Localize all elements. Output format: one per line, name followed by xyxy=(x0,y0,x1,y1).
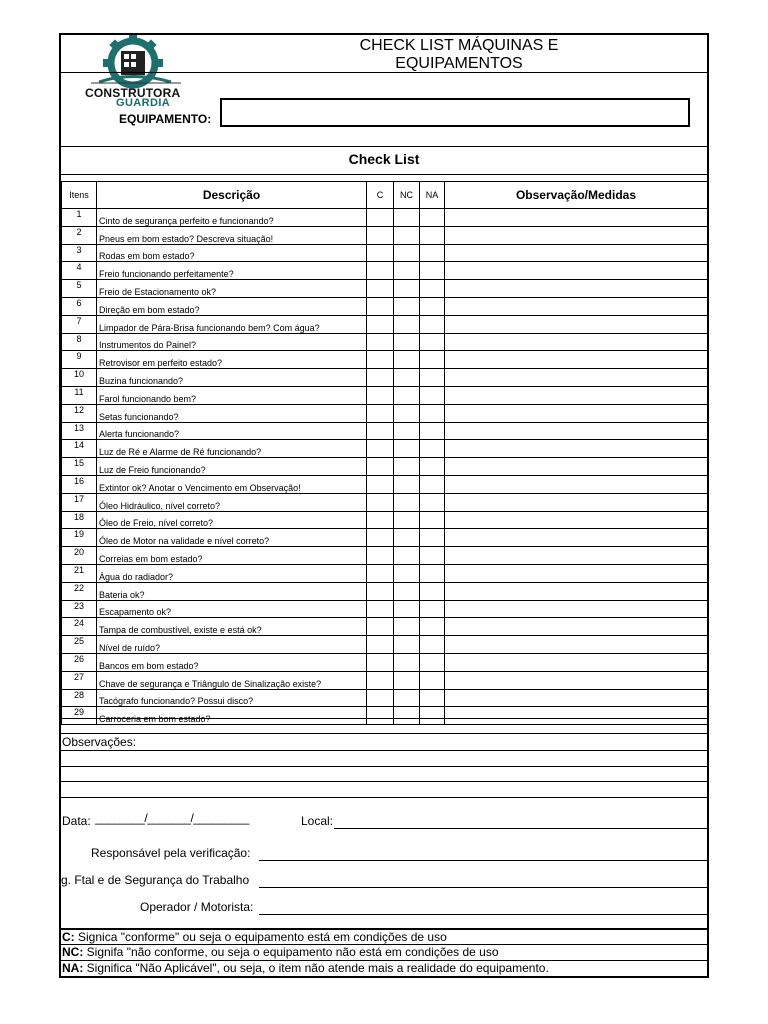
equipment-label: EQUIPAMENTO: xyxy=(119,112,212,126)
item-number: 8 xyxy=(62,333,97,351)
check-c-cell[interactable] xyxy=(367,440,394,458)
safety-tech-field[interactable] xyxy=(259,887,707,888)
check-c-cell[interactable] xyxy=(367,226,394,244)
check-c-cell[interactable] xyxy=(367,369,394,387)
observation-cell[interactable] xyxy=(445,529,708,547)
check-na-cell[interactable] xyxy=(420,404,445,422)
table-row xyxy=(62,404,708,422)
check-na-cell[interactable] xyxy=(420,671,445,689)
form-title-line1: CHECK LIST MÁQUINAS E xyxy=(359,37,559,54)
legend-nc-text: Signifa "não conforme, ou seja o equipamento não está em condições de uso xyxy=(83,945,499,959)
check-nc-cell[interactable] xyxy=(394,636,420,654)
check-nc-cell[interactable] xyxy=(394,475,420,493)
item-number: 15 xyxy=(62,458,97,476)
legend-nc-code: NC: xyxy=(62,945,84,959)
local-field[interactable] xyxy=(334,828,707,829)
responsible-label: Responsável pela verificação: xyxy=(91,846,251,860)
table-row xyxy=(62,440,708,458)
check-na-cell[interactable] xyxy=(420,333,445,351)
observation-cell[interactable] xyxy=(445,493,708,511)
item-number: 4 xyxy=(62,262,97,280)
check-nc-cell[interactable] xyxy=(394,582,420,600)
table-row xyxy=(62,671,708,689)
check-na-cell[interactable] xyxy=(420,636,445,654)
observation-cell[interactable] xyxy=(445,333,708,351)
date-field[interactable]: ________/_______/_________ xyxy=(95,811,249,825)
check-c-cell[interactable] xyxy=(367,600,394,618)
observation-cell[interactable] xyxy=(445,653,708,671)
item-number: 2 xyxy=(62,226,97,244)
check-na-cell[interactable] xyxy=(420,209,445,227)
check-c-cell[interactable] xyxy=(367,529,394,547)
observation-cell[interactable] xyxy=(445,636,708,654)
item-description: Bancos em bom estado? xyxy=(97,653,367,671)
observation-cell[interactable] xyxy=(445,707,708,725)
legend-c-code: C: xyxy=(62,930,75,944)
observation-cell[interactable] xyxy=(445,386,708,404)
item-number: 17 xyxy=(62,493,97,511)
check-na-cell[interactable] xyxy=(420,618,445,636)
item-description: Extintor ok? Anotar o Vencimento em Observação! xyxy=(97,475,367,493)
item-description: Setas funcionando? xyxy=(97,404,367,422)
item-description: Limpador de Pára-Brisa funcionando bem? Com água? xyxy=(97,315,367,333)
check-nc-cell[interactable] xyxy=(394,671,420,689)
check-nc-cell[interactable] xyxy=(394,209,420,227)
item-description: Freio funcionando perfeitamente? xyxy=(97,262,367,280)
item-description: Bateria ok? xyxy=(97,582,367,600)
check-c-cell[interactable] xyxy=(367,475,394,493)
table-row xyxy=(62,564,708,582)
check-nc-cell[interactable] xyxy=(394,333,420,351)
item-description: Nível de ruído? xyxy=(97,636,367,654)
item-description: Carroceria em bom estado? xyxy=(97,707,367,725)
observation-cell[interactable] xyxy=(445,511,708,529)
check-c-cell[interactable] xyxy=(367,636,394,654)
form-title-line2: EQUIPAMENTOS xyxy=(395,55,523,72)
table-row xyxy=(62,653,708,671)
item-number: 25 xyxy=(62,636,97,654)
item-number: 20 xyxy=(62,547,97,565)
observations-label: Observações: xyxy=(62,735,137,749)
check-nc-cell[interactable] xyxy=(394,689,420,707)
check-c-cell[interactable] xyxy=(367,333,394,351)
legend-nc xyxy=(61,945,707,959)
table-row xyxy=(62,333,708,351)
check-nc-cell[interactable] xyxy=(394,547,420,565)
item-number: 24 xyxy=(62,618,97,636)
check-nc-cell[interactable] xyxy=(394,422,420,440)
operator-field[interactable] xyxy=(259,914,707,915)
item-description: Escapamento ok? xyxy=(97,600,367,618)
check-c-cell[interactable] xyxy=(367,351,394,369)
item-description: Chave de segurança e Triângulo de Sinalização existe? xyxy=(97,671,367,689)
check-c-cell[interactable] xyxy=(367,386,394,404)
table-row xyxy=(62,529,708,547)
check-na-cell[interactable] xyxy=(420,280,445,298)
check-c-cell[interactable] xyxy=(367,582,394,600)
item-number: 9 xyxy=(62,351,97,369)
safety-tech-label: g. Ftal e de Segurança do Trabalho xyxy=(61,873,250,887)
col-items: Itens xyxy=(62,182,97,209)
observation-cell[interactable] xyxy=(445,262,708,280)
table-row xyxy=(62,707,708,725)
item-number: 21 xyxy=(62,564,97,582)
checklist-form xyxy=(59,33,709,978)
table-row xyxy=(62,547,708,565)
table-row xyxy=(62,600,708,618)
table-row xyxy=(62,297,708,315)
item-number: 7 xyxy=(62,315,97,333)
item-description: Instrumentos do Painel? xyxy=(97,333,367,351)
check-c-cell[interactable] xyxy=(367,244,394,262)
legend-na xyxy=(61,961,707,975)
item-number: 19 xyxy=(62,529,97,547)
item-number: 1 xyxy=(62,209,97,227)
check-na-cell[interactable] xyxy=(420,689,445,707)
check-na-cell[interactable] xyxy=(420,386,445,404)
check-nc-cell[interactable] xyxy=(394,369,420,387)
check-na-cell[interactable] xyxy=(420,547,445,565)
table-row xyxy=(62,369,708,387)
table-row xyxy=(62,636,708,654)
check-c-cell[interactable] xyxy=(367,689,394,707)
table-header-row xyxy=(62,182,708,209)
observation-cell[interactable] xyxy=(445,297,708,315)
check-c-cell[interactable] xyxy=(367,707,394,725)
item-number: 10 xyxy=(62,369,97,387)
checklist-table xyxy=(61,181,708,725)
table-row xyxy=(62,689,708,707)
observation-cell[interactable] xyxy=(445,244,708,262)
table-row xyxy=(62,315,708,333)
check-na-cell[interactable] xyxy=(420,297,445,315)
check-nc-cell[interactable] xyxy=(394,653,420,671)
item-description: Freio de Estacionamento ok? xyxy=(97,280,367,298)
date-label: Data: xyxy=(62,814,91,828)
observation-cell[interactable] xyxy=(445,547,708,565)
item-number: 5 xyxy=(62,280,97,298)
item-number: 3 xyxy=(62,244,97,262)
observation-cell[interactable] xyxy=(445,600,708,618)
check-nc-cell[interactable] xyxy=(394,226,420,244)
check-c-cell[interactable] xyxy=(367,262,394,280)
item-description: Farol funcionando bem? xyxy=(97,386,367,404)
logo-text-guardia: GUARDIA xyxy=(116,97,171,109)
check-nc-cell[interactable] xyxy=(394,315,420,333)
table-row xyxy=(62,280,708,298)
check-c-cell[interactable] xyxy=(367,315,394,333)
check-na-cell[interactable] xyxy=(420,475,445,493)
check-na-cell[interactable] xyxy=(420,262,445,280)
check-nc-cell[interactable] xyxy=(394,618,420,636)
col-c: C xyxy=(367,182,394,209)
observation-cell[interactable] xyxy=(445,440,708,458)
item-number: 12 xyxy=(62,404,97,422)
table-row xyxy=(62,458,708,476)
col-description: Descrição xyxy=(97,182,367,209)
check-na-cell[interactable] xyxy=(420,226,445,244)
item-number: 11 xyxy=(62,386,97,404)
check-na-cell[interactable] xyxy=(420,369,445,387)
check-na-cell[interactable] xyxy=(420,564,445,582)
item-description: Correias em bom estado? xyxy=(97,547,367,565)
legend-na-code: NA: xyxy=(62,961,84,975)
item-number: 16 xyxy=(62,475,97,493)
check-nc-cell[interactable] xyxy=(394,600,420,618)
item-description: Alerta funcionando? xyxy=(97,422,367,440)
check-nc-cell[interactable] xyxy=(394,564,420,582)
check-na-cell[interactable] xyxy=(420,582,445,600)
table-row xyxy=(62,226,708,244)
logo-text-construtora: CONSTRUTORA xyxy=(85,86,181,100)
item-description: Direção em bom estado? xyxy=(97,297,367,315)
observation-cell[interactable] xyxy=(445,458,708,476)
check-c-cell[interactable] xyxy=(367,547,394,565)
check-nc-cell[interactable] xyxy=(394,297,420,315)
col-na: NA xyxy=(420,182,445,209)
observation-cell[interactable] xyxy=(445,280,708,298)
legend-c xyxy=(61,930,707,944)
item-number: 6 xyxy=(62,297,97,315)
check-na-cell[interactable] xyxy=(420,315,445,333)
item-number: 14 xyxy=(62,440,97,458)
observation-cell[interactable] xyxy=(445,404,708,422)
check-c-cell[interactable] xyxy=(367,493,394,511)
item-description: Óleo Hidráulico, nível correto? xyxy=(97,493,367,511)
item-description: Luz de Freio funcionando? xyxy=(97,458,367,476)
observation-cell[interactable] xyxy=(445,475,708,493)
check-nc-cell[interactable] xyxy=(394,262,420,280)
table-row xyxy=(62,244,708,262)
check-nc-cell[interactable] xyxy=(394,529,420,547)
item-description: Tampa de combustível, existe e está ok? xyxy=(97,618,367,636)
check-na-cell[interactable] xyxy=(420,707,445,725)
table-row xyxy=(62,493,708,511)
check-nc-cell[interactable] xyxy=(394,244,420,262)
observation-cell[interactable] xyxy=(445,351,708,369)
equipment-field[interactable] xyxy=(220,98,690,127)
check-na-cell[interactable] xyxy=(420,529,445,547)
operator-label: Operador / Motorista: xyxy=(140,900,254,914)
item-description: Retrovisor em perfeito estado? xyxy=(97,351,367,369)
item-description: Pneus em bom estado? Descreva situação! xyxy=(97,226,367,244)
observation-cell[interactable] xyxy=(445,226,708,244)
form-title xyxy=(211,37,707,73)
check-na-cell[interactable] xyxy=(420,600,445,618)
check-na-cell[interactable] xyxy=(420,422,445,440)
item-description: Água do radiador? xyxy=(97,564,367,582)
observation-cell[interactable] xyxy=(445,422,708,440)
observation-cell[interactable] xyxy=(445,671,708,689)
item-description: Tacógrafo funcionando? Possui disco? xyxy=(97,689,367,707)
table-row xyxy=(62,209,708,227)
table-row xyxy=(62,351,708,369)
observation-cell[interactable] xyxy=(445,618,708,636)
check-c-cell[interactable] xyxy=(367,511,394,529)
check-na-cell[interactable] xyxy=(420,440,445,458)
check-nc-cell[interactable] xyxy=(394,386,420,404)
item-number: 29 xyxy=(62,707,97,725)
item-number: 23 xyxy=(62,600,97,618)
item-description: Rodas em bom estado? xyxy=(97,244,367,262)
local-label: Local: xyxy=(301,814,334,828)
col-nc: NC xyxy=(394,182,420,209)
section-title: Check List xyxy=(348,151,420,167)
observation-cell[interactable] xyxy=(445,689,708,707)
col-observation: Observação/Medidas xyxy=(445,182,708,209)
item-description: Óleo de Motor na validade e nível correto? xyxy=(97,529,367,547)
table-row xyxy=(62,422,708,440)
table-row xyxy=(62,618,708,636)
check-nc-cell[interactable] xyxy=(394,458,420,476)
check-c-cell[interactable] xyxy=(367,653,394,671)
check-nc-cell[interactable] xyxy=(394,707,420,725)
item-number: 22 xyxy=(62,582,97,600)
check-c-cell[interactable] xyxy=(367,618,394,636)
check-c-cell[interactable] xyxy=(367,458,394,476)
item-description: Cinto de segurança perfeito e funcionando? xyxy=(97,209,367,227)
item-number: 27 xyxy=(62,671,97,689)
check-c-cell[interactable] xyxy=(367,297,394,315)
check-nc-cell[interactable] xyxy=(394,493,420,511)
check-nc-cell[interactable] xyxy=(394,351,420,369)
responsible-field[interactable] xyxy=(259,860,707,861)
check-nc-cell[interactable] xyxy=(394,440,420,458)
check-nc-cell[interactable] xyxy=(394,280,420,298)
observation-cell[interactable] xyxy=(445,209,708,227)
check-c-cell[interactable] xyxy=(367,280,394,298)
observation-cell[interactable] xyxy=(445,582,708,600)
legend-c-text: Signica "conforme" ou seja o equipamento está em condições de uso xyxy=(74,930,447,944)
check-c-cell[interactable] xyxy=(367,671,394,689)
observation-cell[interactable] xyxy=(445,315,708,333)
check-na-cell[interactable] xyxy=(420,493,445,511)
table-row xyxy=(62,386,708,404)
item-number: 28 xyxy=(62,689,97,707)
check-na-cell[interactable] xyxy=(420,244,445,262)
check-na-cell[interactable] xyxy=(420,458,445,476)
check-na-cell[interactable] xyxy=(420,351,445,369)
item-description: Luz de Ré e Alarme de Ré funcionando? xyxy=(97,440,367,458)
item-number: 18 xyxy=(62,511,97,529)
check-c-cell[interactable] xyxy=(367,564,394,582)
item-number: 13 xyxy=(62,422,97,440)
check-na-cell[interactable] xyxy=(420,511,445,529)
check-na-cell[interactable] xyxy=(420,653,445,671)
table-row xyxy=(62,511,708,529)
item-description: Buzina funcionando? xyxy=(97,369,367,387)
legend-na-text: Significa "Não Aplicável", ou seja, o item não atende mais a realidade do equipamento. xyxy=(83,961,549,975)
table-row xyxy=(62,475,708,493)
observation-cell[interactable] xyxy=(445,564,708,582)
check-nc-cell[interactable] xyxy=(394,511,420,529)
check-c-cell[interactable] xyxy=(367,404,394,422)
check-c-cell[interactable] xyxy=(367,209,394,227)
observation-cell[interactable] xyxy=(445,369,708,387)
item-number: 26 xyxy=(62,653,97,671)
table-row xyxy=(62,582,708,600)
check-nc-cell[interactable] xyxy=(394,404,420,422)
table-row xyxy=(62,262,708,280)
check-c-cell[interactable] xyxy=(367,422,394,440)
item-description: Óleo de Freio, nível correto? xyxy=(97,511,367,529)
